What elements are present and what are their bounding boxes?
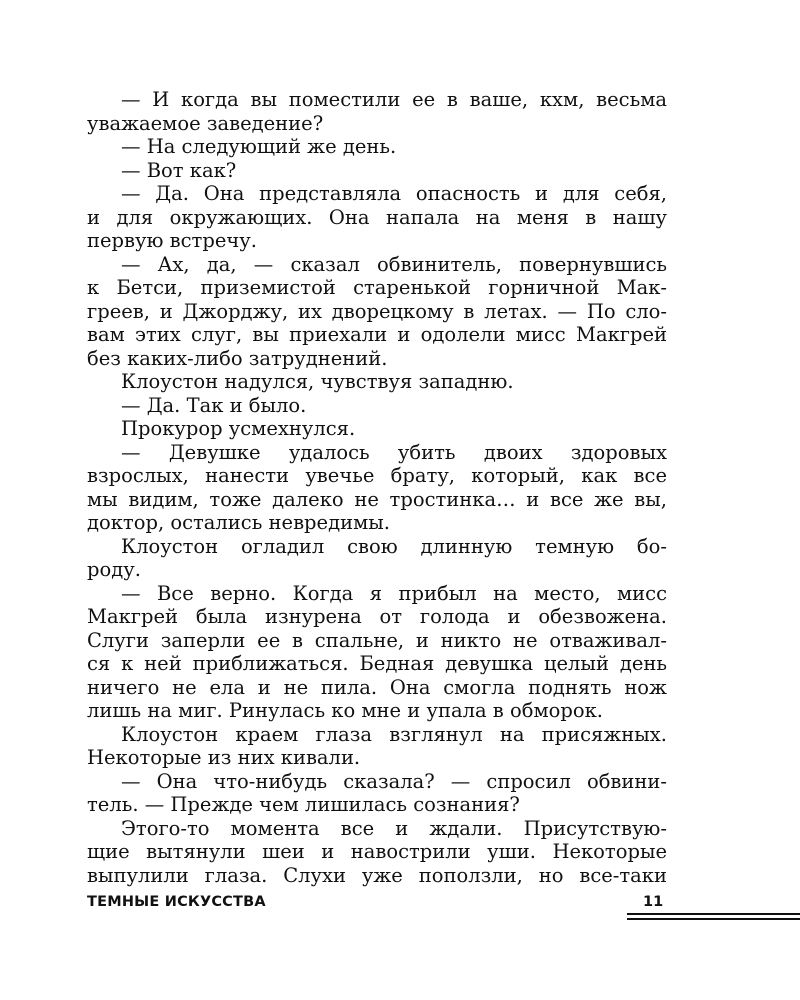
text-line: — Да. Так и было. — [121, 393, 307, 417]
text-line: — Ах, да, — сказал обвинитель, повернувшись — [121, 252, 667, 276]
text-line: тель. — Прежде чем лишилась сознания? — [87, 793, 520, 816]
text-line: взрослых, нанести увечье брату, который, как все — [87, 464, 667, 487]
text-line: к Бетси, приземистой старенькой горничной Мак- — [87, 276, 667, 299]
page-body-text — [87, 88, 667, 887]
text-line: — На следующий же день. — [121, 135, 397, 158]
text-line: ничего не ела и не пила. Она смогла поднять нож — [87, 675, 667, 699]
text-line: роду. — [87, 558, 141, 581]
text-line: мы видим, тоже далеко не тростинка… и все же вы, — [87, 487, 667, 511]
text-line: Клоустон огладил свою длинную темную бо- — [121, 534, 667, 558]
text-line: — Все верно. Когда я прибыл на место, мисс — [121, 581, 667, 605]
text-line: щие вытянули шеи и навострили уши. Некоторые — [87, 840, 667, 863]
text-line: доктор, остались невредимы. — [87, 511, 390, 534]
text-line: выпулили глаза. Слухи уже поползли, но все-таки — [87, 863, 667, 887]
text-line: лишь на миг. Ринулась ко мне и упала в обморок. — [87, 699, 603, 722]
text-line: Клоустон надулся, чувствуя западню. — [121, 370, 514, 393]
text-line: без каких-либо затруднений. — [87, 346, 388, 370]
text-line: — И когда вы поместили ее в ваше, кхм, весьма — [121, 88, 667, 111]
page-number: 11 — [643, 894, 664, 910]
text-line: греев, и Джорджу, их дворецкому в летах. — По сло- — [87, 299, 667, 323]
text-line: — Да. Она представляла опасность и для себя, — [121, 182, 667, 205]
footer-rule — [627, 918, 800, 920]
text-line: Макгрей была изнурена от голода и обезвожена. — [87, 605, 667, 628]
text-line: Этого-то момента все и ждали. Присутствую- — [121, 816, 667, 840]
text-line: Слуги заперли ее в спальне, и никто не отваживал- — [87, 628, 667, 652]
page-footer — [87, 894, 800, 924]
text-line: Прокурор усмехнулся. — [121, 417, 356, 440]
text-line: ся к ней приближаться. Бедная девушка целый день — [87, 652, 667, 675]
text-line: — Она что-нибудь сказала? — спросил обвини- — [121, 769, 667, 793]
footer-rule — [627, 913, 800, 915]
text-line: — Девушке удалось убить двоих здоровых — [121, 440, 667, 464]
text-line: и для окружающих. Она напала на меня в нашу — [87, 205, 667, 229]
text-line: первую встречу. — [87, 229, 257, 252]
running-title: ТЕМНЫЕ ИСКУССТВА — [87, 894, 266, 910]
text-line: уважаемое заведение? — [87, 111, 324, 135]
text-line: — Вот как? — [121, 158, 237, 182]
text-line: Некоторые из них кивали. — [87, 746, 361, 769]
text-line: вам этих слуг, вы приехали и одолели мисс Макгрей — [87, 323, 667, 346]
text-line: Клоустон краем глаза взглянул на присяжных. — [121, 722, 667, 746]
